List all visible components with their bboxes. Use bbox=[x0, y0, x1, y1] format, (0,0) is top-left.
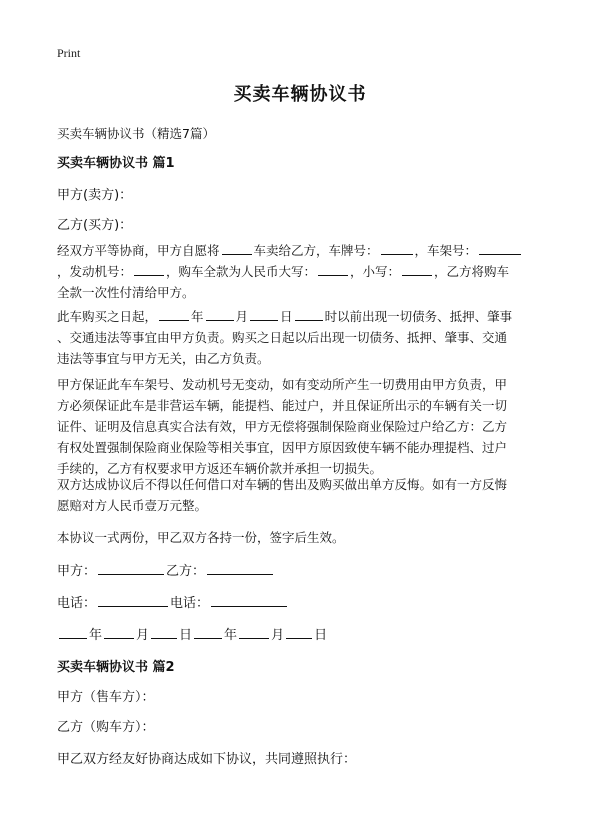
blank-field bbox=[402, 263, 432, 276]
text-segment: 月 bbox=[235, 309, 249, 324]
paragraph-no-regret bbox=[57, 474, 545, 516]
blank-field bbox=[381, 242, 413, 255]
party-a-phone-label: 电话： bbox=[57, 596, 97, 611]
party-b-buyer-line-2: 乙方（购车方）： bbox=[57, 720, 155, 735]
month-blank[interactable] bbox=[239, 626, 269, 639]
print-label[interactable]: Print bbox=[57, 46, 81, 60]
party-b-phone-blank[interactable] bbox=[211, 594, 287, 607]
paragraph-line: 、交通违法等事宜由甲方负责。购买之日起以后出现一切债务、抵押、肇事、交通 bbox=[57, 330, 508, 345]
paragraph-line bbox=[57, 261, 545, 282]
text-segment: 年 bbox=[191, 309, 204, 324]
party-b-buyer-line: 乙方(买方)： bbox=[57, 218, 133, 233]
paragraph-liability bbox=[57, 306, 545, 369]
paragraph-line: 有权处置强制保险商业保险等相关事宜，因甲方原因致使车辆不能办理提档、过户 bbox=[57, 440, 508, 455]
signature-row bbox=[57, 560, 275, 579]
section-1-heading: 买卖车辆协议书 篇1 bbox=[57, 156, 175, 171]
blank-field bbox=[159, 308, 189, 321]
blank-field bbox=[479, 242, 521, 255]
text-segment: 经双方平等协商，甲方自愿将 bbox=[57, 243, 220, 258]
month-label: 月 bbox=[271, 628, 285, 643]
paragraph-line: 手续的，乙方有权要求甲方返还车辆价款并承担一切损失。 bbox=[57, 461, 383, 476]
party-a-seller-line-2: 甲方（售车方）： bbox=[57, 690, 155, 705]
year-label: 年 bbox=[224, 628, 238, 643]
paragraph-agreement-intro: 甲乙双方经友好协商达成如下协议，共同遵照执行： bbox=[57, 752, 357, 767]
date-row bbox=[57, 624, 327, 643]
blank-field bbox=[206, 308, 234, 321]
paragraph-line bbox=[57, 240, 545, 261]
month-label: 月 bbox=[136, 628, 150, 643]
party-a-phone-blank[interactable] bbox=[98, 594, 168, 607]
text-segment: ，小写： bbox=[350, 264, 401, 279]
party-a-seller-line: 甲方(卖方)： bbox=[57, 188, 133, 203]
paragraph-guarantee bbox=[57, 374, 545, 479]
day-label: 日 bbox=[314, 628, 328, 643]
paragraph-line: 双方达成协议后不得以任何借口对车辆的售出及购买做出单方反悔。如有一方反悔 bbox=[57, 477, 508, 492]
text-segment: 此车购买之日起， bbox=[57, 309, 158, 324]
day-blank[interactable] bbox=[151, 626, 177, 639]
blank-field bbox=[134, 263, 164, 276]
phone-row bbox=[57, 592, 289, 611]
paragraph-copies: 本协议一式两份，甲乙双方各持一份，签字后生效。 bbox=[57, 530, 345, 545]
year-blank[interactable] bbox=[59, 626, 87, 639]
section-2-heading: 买卖车辆协议书 篇2 bbox=[57, 660, 175, 675]
party-b-signature-label: 乙方： bbox=[166, 564, 206, 579]
paragraph-line bbox=[57, 306, 545, 327]
text-segment: ，发动机号： bbox=[57, 264, 133, 279]
document-subtitle: 买卖车辆协议书（精选7篇） bbox=[57, 126, 215, 141]
text-segment: ，车架号： bbox=[414, 243, 478, 258]
paragraph-line: 违法等事宜与甲方无关，由乙方负责。 bbox=[57, 351, 270, 366]
day-blank[interactable] bbox=[286, 626, 312, 639]
paragraph-sale-terms bbox=[57, 240, 545, 303]
paragraph-line: 方必须保证此车是非营运车辆，能提档、能过户，并且保证所出示的车辆有关一切 bbox=[57, 398, 508, 413]
blank-field bbox=[222, 242, 252, 255]
year-label: 年 bbox=[89, 628, 103, 643]
party-b-signature-blank[interactable] bbox=[207, 562, 273, 575]
day-label: 日 bbox=[179, 628, 193, 643]
text-segment: 时以前出现一切债务、抵押、肇事 bbox=[324, 309, 513, 324]
month-blank[interactable] bbox=[104, 626, 134, 639]
document-title: 买卖车辆协议书 bbox=[233, 84, 367, 105]
year-blank[interactable] bbox=[194, 626, 222, 639]
party-a-signature-blank[interactable] bbox=[98, 562, 164, 575]
blank-field bbox=[250, 308, 278, 321]
text-segment: ，乙方将购车 bbox=[434, 264, 510, 279]
text-segment: 车卖给乙方，车牌号： bbox=[253, 243, 379, 258]
blank-field bbox=[295, 308, 323, 321]
text-segment: 日 bbox=[280, 309, 293, 324]
blank-field bbox=[318, 263, 348, 276]
text-segment: ，购车全款为人民币大写： bbox=[166, 264, 317, 279]
party-a-signature-label: 甲方： bbox=[57, 564, 97, 579]
paragraph-line: 甲方保证此车车架号、发动机号无变动，如有变动所产生一切费用由甲方负责，甲 bbox=[57, 377, 508, 392]
paragraph-line: 愿赔对方人民币壹万元整。 bbox=[57, 498, 208, 513]
paragraph-line: 证件、证明及信息真实合法有效，甲方无偿将强制保险商业保险过户给乙方：乙方 bbox=[57, 419, 508, 434]
party-b-phone-label: 电话： bbox=[170, 596, 210, 611]
paragraph-line: 全款一次性付清给甲方。 bbox=[57, 285, 195, 300]
